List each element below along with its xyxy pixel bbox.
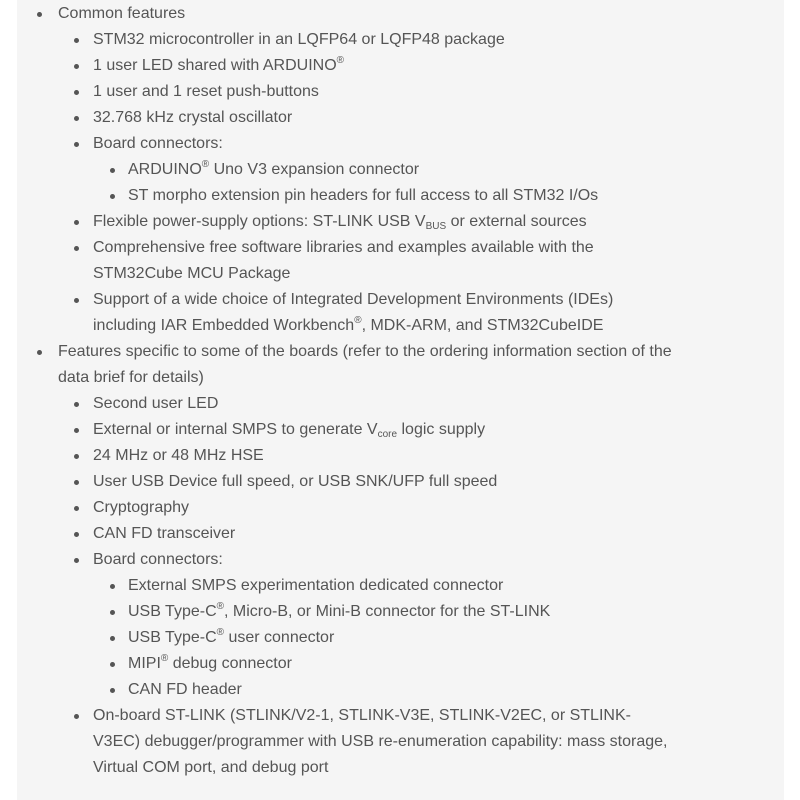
list-item-software-line1: Comprehensive free software libraries and examples available with the (93, 239, 594, 256)
bullet-icon (110, 610, 115, 615)
bullet-icon (74, 220, 79, 225)
list-item-user-usb: USB Type-C® user connector (128, 627, 335, 646)
list-item-power: Flexible power-supply options: ST-LINK USB $V_{BUS}$ or external sources (93, 213, 587, 232)
bullet-icon (74, 428, 79, 433)
list-item-arduino-uno: ARDUINO® Uno V3 expansion connector (128, 159, 420, 178)
bullet-icon (110, 688, 115, 693)
list-item-cryptography: Cryptography (93, 499, 190, 516)
bullet-icon (37, 12, 42, 17)
bullet-icon (74, 298, 79, 303)
list-item-can-header: CAN FD header (128, 681, 242, 698)
bullet-icon (110, 584, 115, 589)
list-item-led: 1 user LED shared with ARDUINO® (93, 55, 345, 74)
specific-features-heading-line2: data brief for details) (58, 369, 204, 386)
list-item-smps-connector: External SMPS experimentation dedicated connector (128, 577, 504, 594)
bullet-icon (74, 90, 79, 95)
list-item-stlink-usb: USB Type-C®, Micro-B, or Mini-B connector for the ST-LINK (128, 601, 551, 620)
bullet-icon (110, 662, 115, 667)
bullet-icon (74, 64, 79, 69)
list-item-hse: 24 MHz or 48 MHz HSE (93, 447, 264, 464)
list-item-mcu: STM32 microcontroller in an LQFP64 or LQFP48 package (93, 31, 505, 48)
list-item-buttons: 1 user and 1 reset push-buttons (93, 83, 319, 100)
list-item-mipi: MIPI® debug connector (128, 653, 292, 672)
list-item-can-fd: CAN FD transceiver (93, 525, 236, 542)
list-item-ides-line2: including IAR Embedded Workbench®, MDK-ARM, and STM32CubeIDE (93, 315, 604, 334)
bullet-icon (74, 532, 79, 537)
list-item-smps: External or internal SMPS to generate $V_{core}$ logic supply (93, 421, 486, 440)
bullet-icon (74, 402, 79, 407)
specific-features-heading-line1: Features specific to some of the boards (refer to the ordering information section of the (58, 343, 672, 360)
bullet-icon (74, 142, 79, 147)
bullet-icon (74, 38, 79, 43)
list-item-board-connectors-2: Board connectors: (93, 551, 223, 568)
list-item-stlink-line2: V3EC) debugger/programmer with USB re-enumeration capability: mass storage, (93, 733, 668, 750)
list-item-ides-line1: Support of a wide choice of Integrated Development Environments (IDEs) (93, 291, 614, 308)
bullet-icon (74, 480, 79, 485)
bullet-icon (74, 506, 79, 511)
common-features-heading: Common features (58, 5, 186, 22)
list-item-stlink-line3: Virtual COM port, and debug port (93, 759, 329, 776)
list-item-software-line2: STM32Cube MCU Package (93, 265, 291, 282)
bullet-icon (74, 558, 79, 563)
bullet-icon (74, 116, 79, 121)
list-item-stlink-line1: On-board ST-LINK (STLINK/V2-1, STLINK-V3E, STLINK-V2EC, or STLINK- (93, 707, 631, 724)
bullet-icon (74, 714, 79, 719)
list-item-second-led: Second user LED (93, 395, 219, 412)
bullet-icon (110, 636, 115, 641)
bullet-icon (37, 350, 42, 355)
bullet-icon (110, 168, 115, 173)
bullet-icon (110, 194, 115, 199)
bullet-icon (74, 454, 79, 459)
list-item-usb: User USB Device full speed, or USB SNK/UFP full speed (93, 473, 498, 490)
list-item-board-connectors: Board connectors: (93, 135, 223, 152)
bullet-icon (74, 246, 79, 251)
list-item-oscillator: 32.768 kHz crystal oscillator (93, 109, 293, 126)
list-item-morpho: ST morpho extension pin headers for full access to all STM32 I/Os (128, 187, 599, 204)
